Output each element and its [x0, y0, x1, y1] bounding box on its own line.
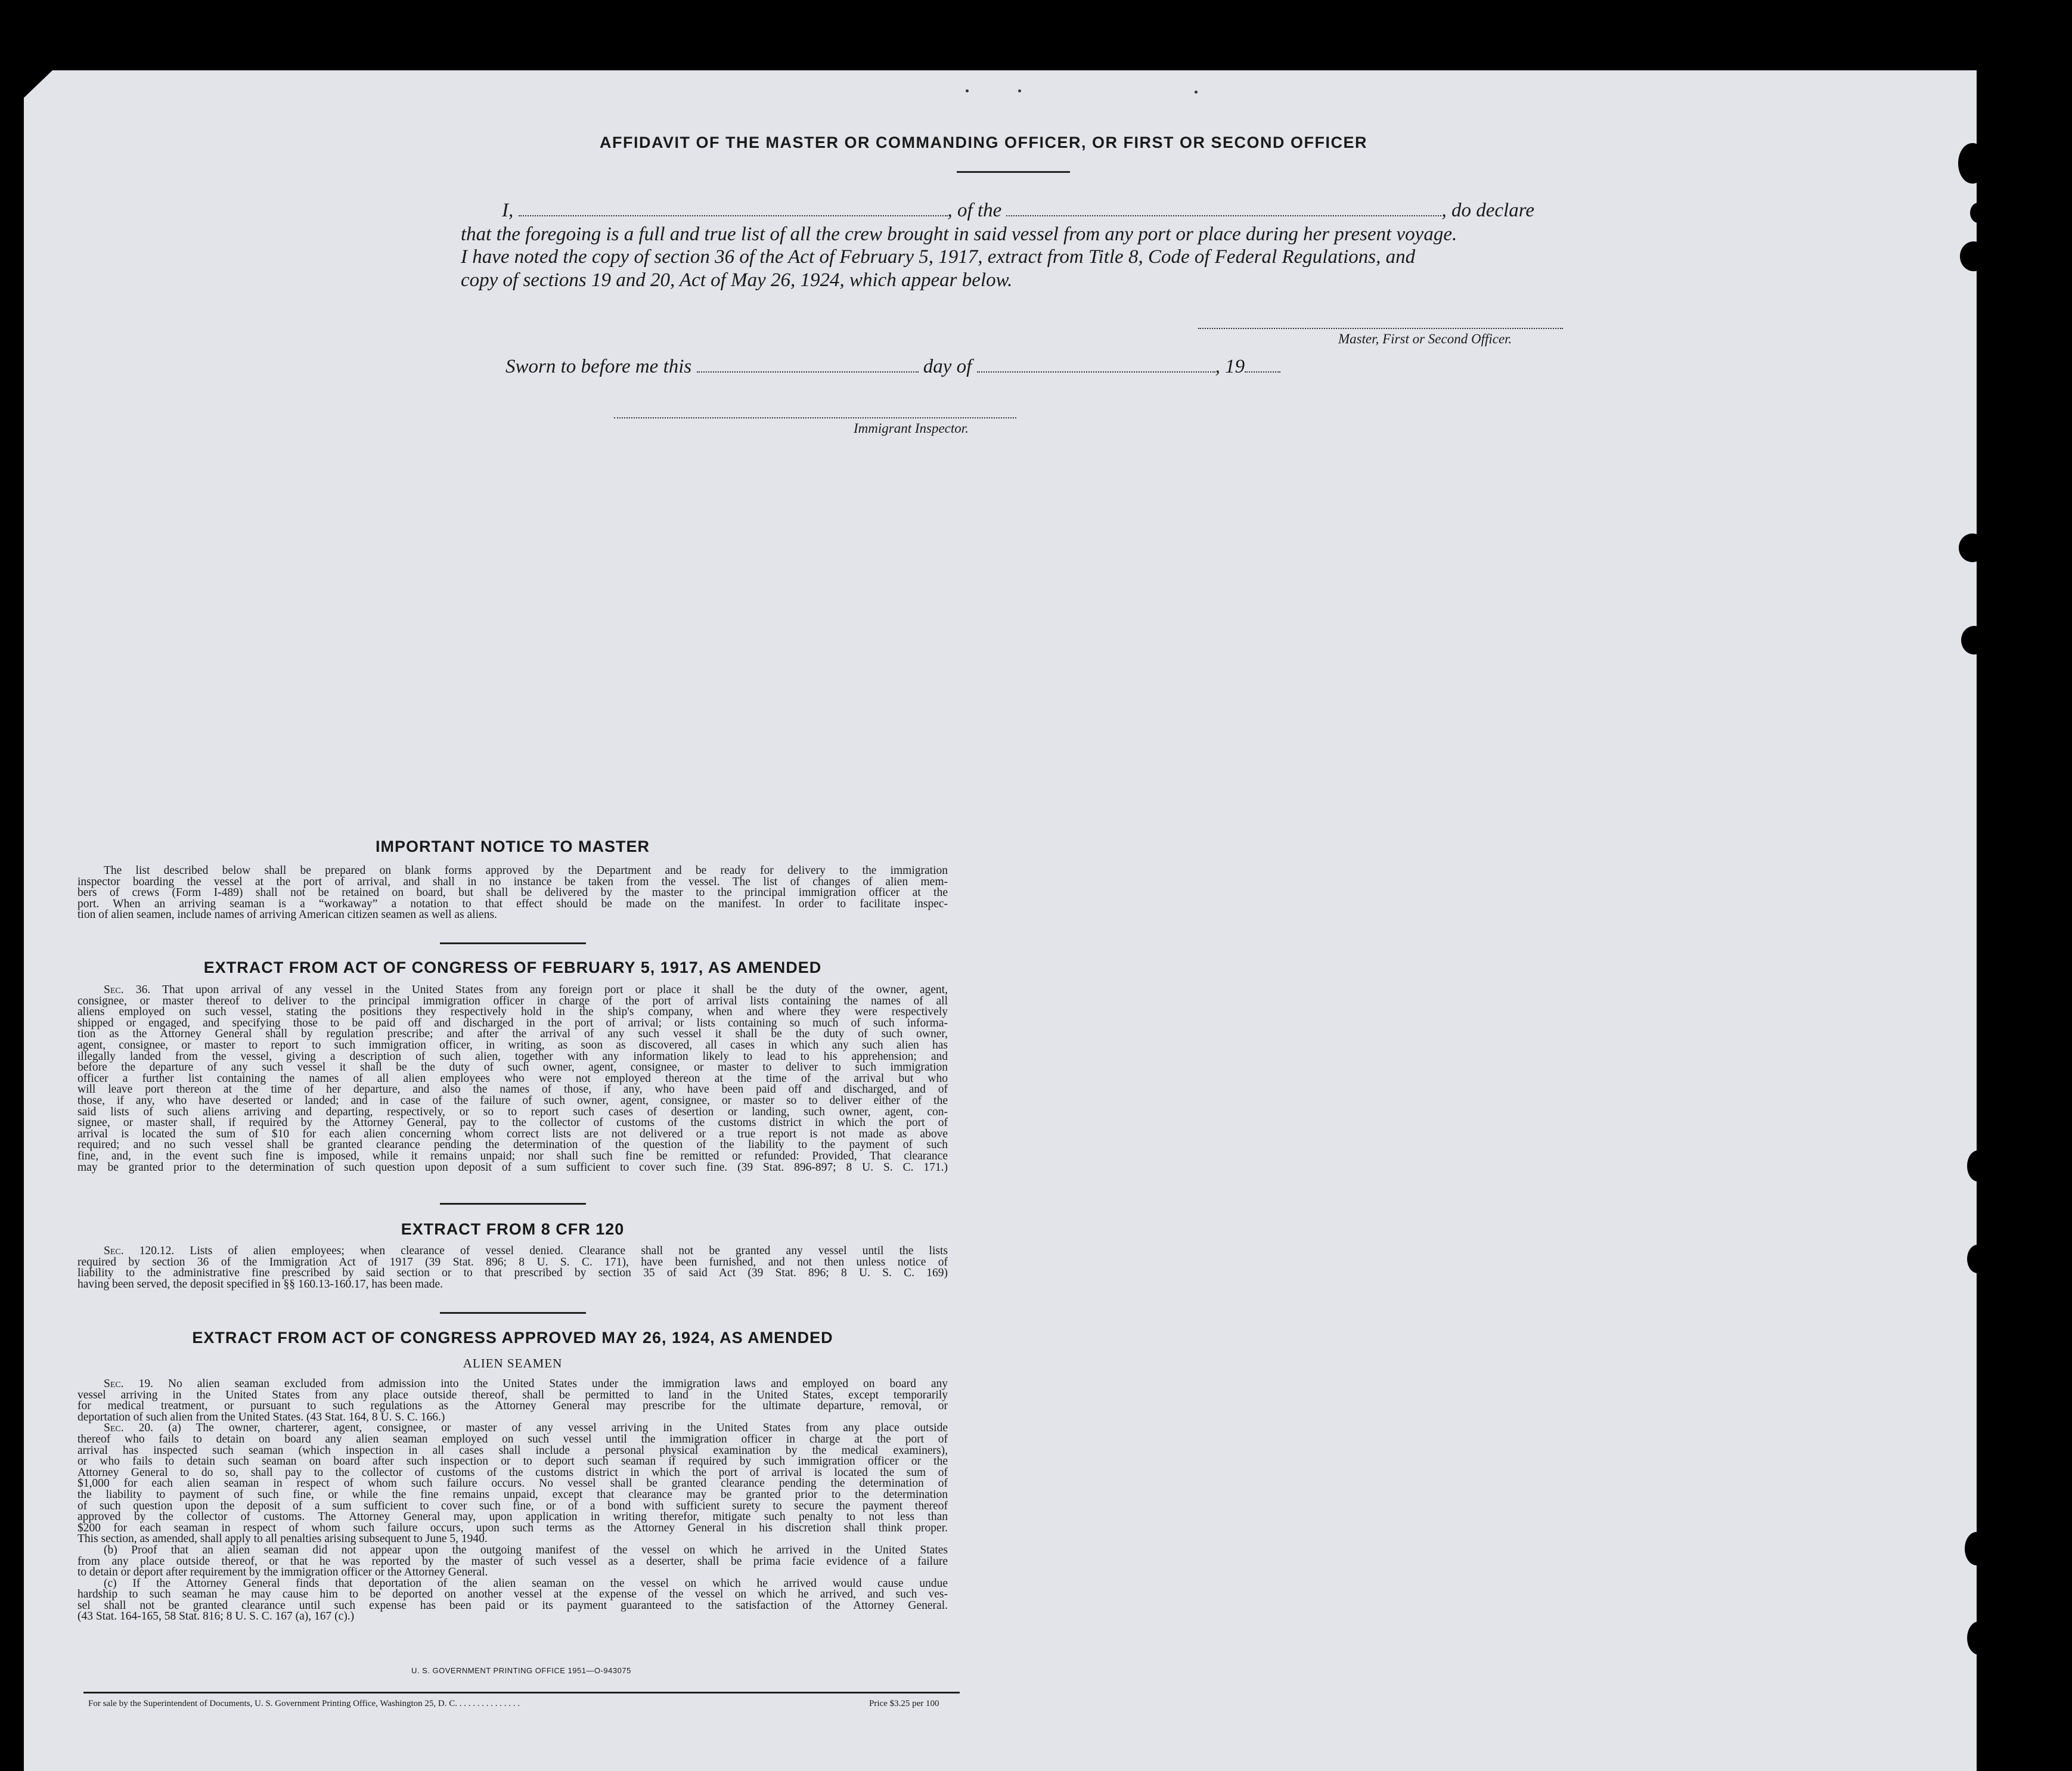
notice-line: The list described below shall be prepared on blank forms approved by the Department and be ready for delivery to the immigration: [104, 864, 948, 877]
extract-1917-heading: EXTRACT FROM ACT OF CONGRESS OF FEBRUARY 5, 1917, AS AMENDED: [203, 959, 822, 976]
binder-hole: [1965, 1532, 1989, 1565]
sec-20-line: Attorney General to do so, shall pay to the collector of customs of the customs district in which the port of arrival is located the sum of: [77, 1466, 948, 1479]
footer-sale-notice: For sale by the Superintendent of Documents, U. S. Government Printing Office, Washington 25, D. C. . . . . . . . . . . . . . .: [88, 1699, 520, 1708]
extract-line: those, if any, who have deserted or landed; and in case of the failure of such owner, agent, consignee, or master so to deliver either of the: [77, 1094, 948, 1107]
notice-line: port. When an arriving seaman is a “workaway” a notation to that effect should be made on the manifest. In order to facilitate inspec-: [77, 897, 948, 910]
sec-20-line: This section, as amended, shall apply to all penalties arising subsequent to June 5, 1940.: [77, 1533, 488, 1546]
section-divider: [440, 942, 586, 944]
extract-line: may be granted prior to the determination of such question upon deposit of a sum sufficient to cover such fine. (39 Stat. 896-897; 8 U. S. C. 171.): [77, 1161, 948, 1174]
sworn-label: Sworn to before me this: [505, 356, 692, 377]
binder-hole: [1958, 143, 1987, 184]
notice-text: [77, 866, 948, 921]
sec-19-label: Sec. 19.: [104, 1378, 153, 1390]
affidavit-title: AFFIDAVIT OF THE MASTER OR COMMANDING OFFICER, OR FIRST OR SECOND OFFICER: [600, 134, 1367, 151]
binder-hole: [1967, 1245, 1989, 1273]
alien-seamen-subheading: ALIEN SEAMEN: [463, 1356, 563, 1370]
sec-20-line: the liability to payment of such fine, or while the fine remains unpaid, except that clearance may be granted prior to the determination: [77, 1488, 948, 1501]
extract-line: That upon arrival of any vessel in the United States from any foreign port or place it shall be the duty of the owner, agent,: [162, 984, 948, 996]
inspector-signature-line[interactable]: [614, 417, 1016, 418]
sec-20-line: thereof who fails to detain on board any alien seaman employed on such vessel until the immigration officer in charge at the port of: [77, 1432, 948, 1446]
binder-hole: [1967, 1150, 1989, 1181]
sworn-month-blank[interactable]: [977, 357, 1215, 373]
declaration-text-4: copy of sections 19 and 20, Act of May 26, 1924, which appear below.: [461, 269, 1013, 291]
declaration-i: I,: [502, 200, 514, 221]
extract-line: tion as the Attorney General shall by regulation prescribe; and after the arrival of any such vessel it shall be the duty of such owner,: [77, 1028, 948, 1041]
binder-hole: [1967, 1621, 1991, 1655]
sec-20-line: (a) The owner, charterer, agent, consignee, or master of any vessel arriving in the United States from any place outside: [168, 1422, 948, 1435]
declaration-do-declare: , do declare: [1441, 200, 1534, 221]
sec-20c-line: hardship to such seaman he may cause him to be deported on another vessel at the expense of the vessel on which he arrived, and such ves-: [77, 1588, 948, 1601]
sec-20c-line: sel shall not be granted clearance until such expense has been paid or its payment guaranteed to the satisfaction of the Attorney General.: [77, 1599, 948, 1612]
notice-line: tion of alien seamen, include names of arriving American citizen seamen as well as aliens.: [77, 908, 497, 922]
sworn-year-blank[interactable]: [1245, 357, 1280, 373]
extract-line: aliens employed on such vessel, stating the positions they respectively hold in the ship's company, when and where they were respectively: [77, 1006, 948, 1019]
binder-hole: [1961, 626, 1987, 655]
extract-1917-text: [77, 985, 948, 1173]
footer-divider: [83, 1692, 960, 1694]
sec-20-line: or who fails to detain such seaman on board after such inspection or to deport such seaman if required by such immigration officer or the: [77, 1455, 948, 1468]
sec-36-label: Sec. 36.: [104, 984, 151, 996]
declaration-text-3: I have noted the copy of section 36 of the Act of February 5, 1917, extract from Title 8, Code of Federal Regulations, and: [461, 246, 1416, 268]
sec-19-line: deportation of such alien from the United States. (43 Stat. 164, 8 U. S. C. 166.): [77, 1410, 445, 1423]
master-caption: Master, First or Second Officer.: [1338, 331, 1512, 346]
notice-line: bers of crews (Form I-489) shall not be retained on board, but shall be delivered by the master to the principal immigration officer at the: [77, 886, 948, 900]
notice-heading: IMPORTANT NOTICE TO MASTER: [376, 838, 650, 855]
extract-1924-text: [77, 1379, 948, 1623]
extract-cfr-heading: EXTRACT FROM 8 CFR 120: [401, 1220, 625, 1238]
inspector-caption: Immigrant Inspector.: [854, 421, 969, 436]
sworn-day-of: day of: [923, 356, 972, 377]
master-signature-line[interactable]: [1198, 328, 1563, 329]
extract-line: will leave port thereon at the time of her departure, and also the names of those, if any, who have been paid off and discharged, and of: [77, 1083, 948, 1096]
binder-hole: [1960, 241, 1987, 271]
sec-120-label: Sec. 120.12.: [104, 1245, 175, 1257]
cfr-line: having been served, the deposit specified in §§ 160.13-160.17, has been made.: [77, 1277, 443, 1291]
sec-20-line: approved by the collector of customs. The Attorney General may, upon application in writing therefor, mitigate such penalty to not less than: [77, 1511, 948, 1524]
extract-line: fine, and, in the event such fine is imposed, while it remains unpaid; nor shall such fine be remitted or refunded: Provided, That clearance: [77, 1149, 948, 1162]
binder-hole: [1959, 534, 1986, 562]
cfr-line: Lists of alien employees; when clearance of vessel denied. Clearance shall not be granted any vessel until the lists: [190, 1245, 948, 1257]
cfr-line: required by section 36 of the Immigration Act of 1917 (39 Stat. 896; 8 U. S. C. 171), have been furnished, and not then unless notice of: [77, 1255, 948, 1268]
print-speck: [1018, 89, 1021, 92]
sec-20-line: arrival has inspected such seaman (which inspection in all cases shall include a personal physical examination by the medical examiners),: [77, 1444, 948, 1457]
extract-line: consignee, or master thereof to deliver to the principal immigration officer in charge of the port of arrival lists containing the names of all: [77, 994, 948, 1007]
sworn-year-prefix: , 19: [1215, 356, 1245, 377]
sec-20-label: Sec. 20.: [104, 1422, 154, 1435]
sec-20c-line: (43 Stat. 164-165, 58 Stat. 816; 8 U. S. C. 167 (a), 167 (c).): [77, 1610, 355, 1623]
extract-line: officer a further list containing the names of all alien employees who were not employed thereon at the time of the arrival but who: [77, 1072, 948, 1085]
sec-20b-line: to detain or deport after requirement by the immigration officer or the Attorney General.: [77, 1566, 488, 1579]
sec-19-line: vessel arriving in the United States from any place outside thereof, shall be permitted to land in the United States, except temporarily: [77, 1388, 948, 1401]
vessel-blank[interactable]: [1006, 201, 1441, 216]
gpo-imprint: U. S. GOVERNMENT PRINTING OFFICE 1951—O-943075: [411, 1666, 631, 1675]
declaration-line: [502, 200, 1534, 222]
sec-20-line: of such question upon the deposit of a sum sufficient to cover such fine, or of a bond with sufficient surety to secure the payment thereof: [77, 1499, 948, 1512]
extract-line: agent, consignee, or master to report to such immigration officer, in writing, as soon as discovered, all cases in which any such alien has: [77, 1038, 948, 1052]
binder-hole: [1970, 203, 1987, 223]
extract-1924-heading: EXTRACT FROM ACT OF CONGRESS APPROVED MAY 26, 1924, AS AMENDED: [192, 1329, 833, 1347]
sec-20-line: $1,000 for each alien seaman in respect of whom such failure occurs. No vessel shall be granted clearance pending the determination of: [77, 1477, 948, 1490]
sec-20c-line: (c) If the Attorney General finds that deportation of the alien seaman on the vessel on which he arrived would cause undue: [104, 1577, 948, 1590]
extract-line: said lists of such aliens arriving and departing, respectively, or so to report such cases of desertion or landing, such owner, agent, con-: [77, 1105, 948, 1118]
print-speck: [966, 89, 969, 92]
notice-line: inspector boarding the vessel at the port of arrival, and shall in no instance be taken from the vessel. The list of changes of alien mem-: [77, 875, 948, 888]
sec-20b-line: from any place outside thereof, or that he was reported by the master of such vessel as a deserter, shall be prima facie evidence of a failure: [77, 1555, 948, 1568]
declaration-text-2: that the foregoing is a full and true list of all the crew brought in said vessel from any port or place during her present voyage.: [461, 224, 1457, 245]
title-divider: [957, 171, 1070, 173]
extract-line: illegally landed from the vessel, giving a description of such alien, together with any information likely to lead to his apprehension; and: [77, 1050, 948, 1063]
sec-19-line: No alien seaman excluded from admission into the United States under the immigration laws and employed on board any: [168, 1378, 948, 1390]
extract-line: before the departure of any such vessel it shall be the duty of such owner, agent, consignee, or master to deliver to such immigration: [77, 1061, 948, 1074]
sworn-day-blank[interactable]: [697, 357, 919, 373]
extract-cfr-text: [77, 1246, 948, 1290]
extract-line: arrival is located the sum of $10 for each alien concerning whom correct lists are not delivered or a true report is not made as above: [77, 1127, 948, 1140]
sec-20-line: $200 for each seaman in respect of whom such failure occurs, upon such terms as the Attorney General in his discretion shall think proper.: [77, 1521, 948, 1534]
declaration-of-the: , of the: [947, 200, 1002, 221]
extract-line: shipped or engaged, and specifying those to be paid off and discharged in the port of arrival; or lists containing so much of such informa-: [77, 1016, 948, 1029]
print-speck: [1195, 91, 1198, 94]
sec-20b-line: (b) Proof that an alien seaman did not appear upon the outgoing manifest of the vessel on which he arrived in the United States: [104, 1543, 948, 1556]
sec-19-line: for medical treatment, or pursuant to such regulations as the Attorney General may prescribe for the ultimate departure, removal, or: [77, 1400, 948, 1413]
extract-line: signee, or master shall, if required by the Attorney General, pay to the collector of customs of the customs district in which the port of: [77, 1116, 948, 1130]
sworn-line: [505, 356, 1280, 378]
extract-line: required; and no such vessel shall be granted clearance pending the determination of the question of the liability to the payment of such: [77, 1139, 948, 1152]
section-divider: [440, 1312, 586, 1314]
section-divider: [440, 1203, 586, 1205]
footer-price: Price $3.25 per 100: [869, 1699, 939, 1708]
cfr-line: liability to the administrative fine prescribed by said section or to that prescribed by section 35 of said Act (39 Stat. 896; 8 U. S. C. 169): [77, 1267, 948, 1280]
name-blank[interactable]: [519, 201, 948, 216]
